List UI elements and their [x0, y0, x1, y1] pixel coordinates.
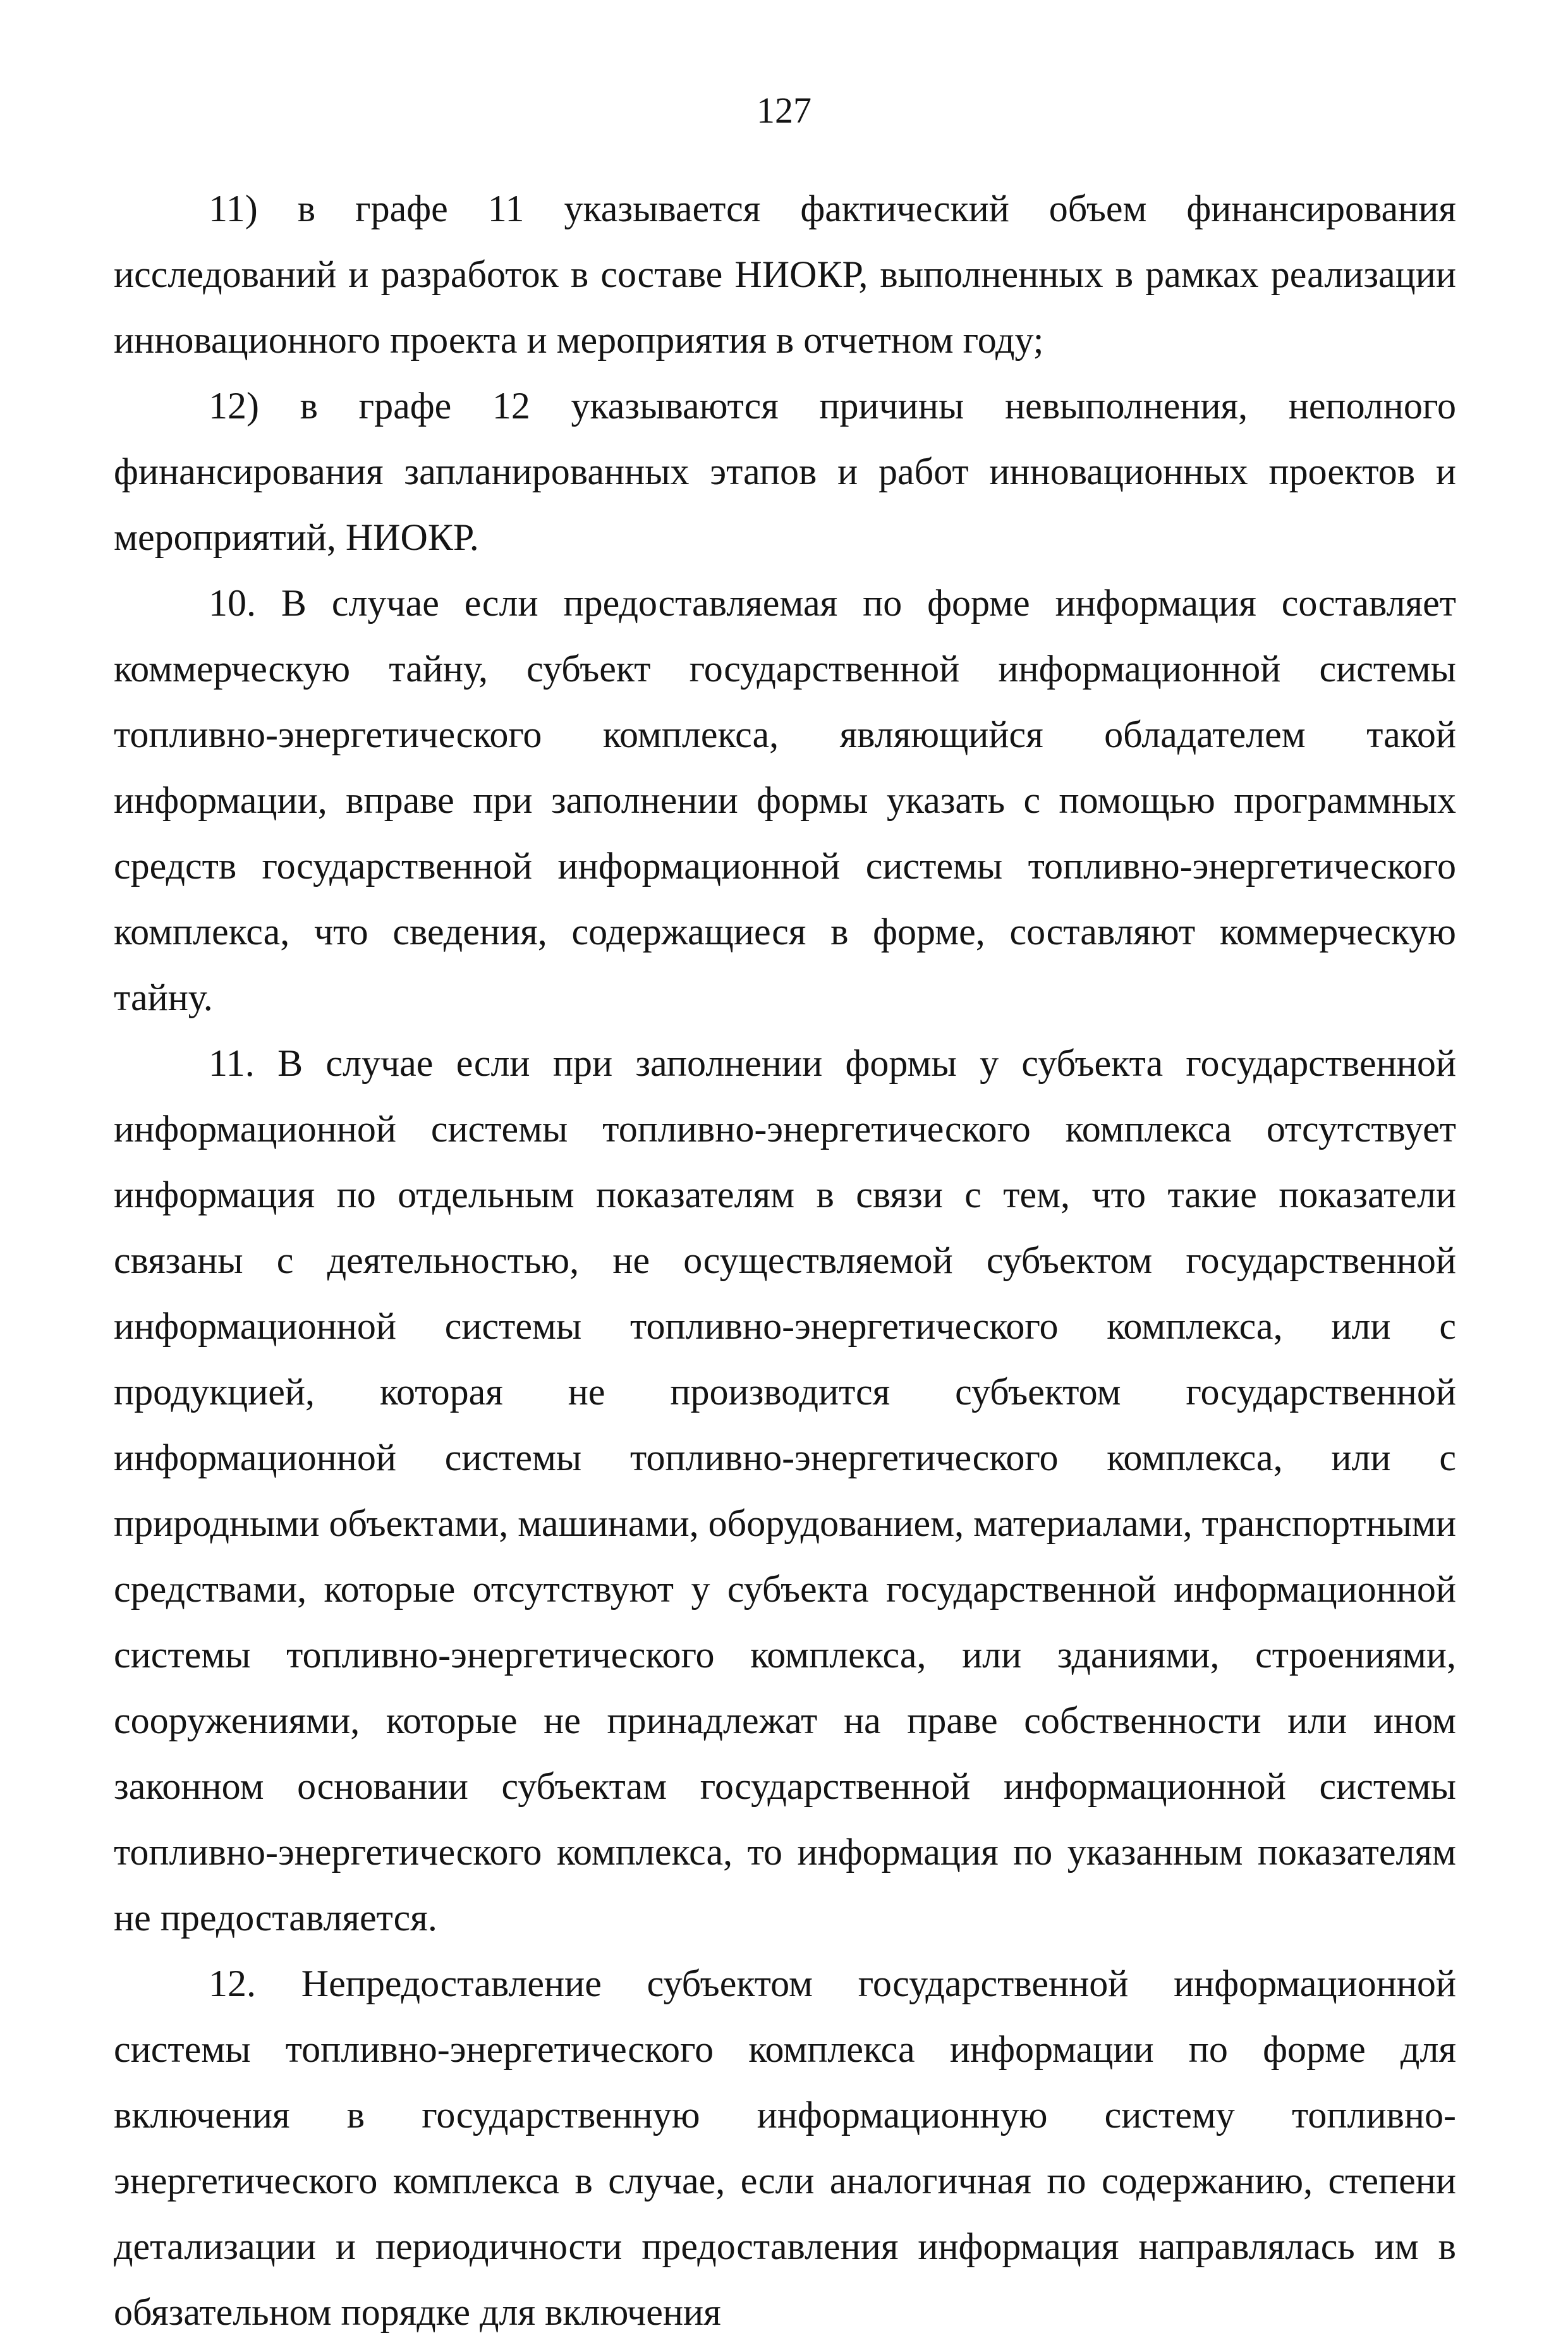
page-number: 127 [757, 90, 811, 131]
paragraph-item-11-column: 11) в графе 11 указывается фактический объем финансирования исследований и разработок в составе НИОКР, выполненных в рамках реализации инновационного проекта и мероприятия в отчетном году; [114, 188, 1456, 361]
paragraph-section-12: 12. Непредоставление субъектом государственной информационной системы топливно-энергетического комплекса информации по форме для включения в государственную информационную систему топливно-энергетического комплекса в случае, если аналогичная по содержанию, степени детализации и периодичности предоставления информация направлялась им в обязательном порядке для включения [114, 1963, 1456, 2333]
paragraph-item-12-column: 12) в графе 12 указываются причины невыполнения, неполного финансирования запланированных этапов и работ инновационных проектов и мероприятий, НИОКР. [114, 385, 1456, 558]
paragraph-section-11: 11. В случае если при заполнении формы у субъекта государственной информационной системы топливно-энергетического комплекса отсутствует информация по отдельным показателям в связи с тем, что такие показатели связаны с деятельностью, не осуществляемой субъектом государственной информационной системы топливно-энергетического комплекса, или с продукцией, которая не производится субъектом государственной информационной системы топливно-энергетического комплекса, или с природными объектами, машинами, оборудованием, материалами, транспортными средствами, которые отсутствуют у субъекта государственной информационной системы топливно-энергетического комплекса, или зданиями, строениями, сооружениями, которые не принадлежат на праве собственности или ином законном основании субъектам государственной информационной системы топливно-энергетического комплекса, то информация по указанным показателям не предоставляется. [114, 1042, 1456, 1939]
paragraph-section-10: 10. В случае если предоставляемая по форме информация составляет коммерческую тайну, субъект государственной информационной системы топливно-энергетического комплекса, являющийся обладателем такой информации, вправе при заполнении формы указать с помощью программных средств государственной информационной системы топливно-энергетического комплекса, что сведения, содержащиеся в форме, составляют коммерческую тайну. [114, 582, 1456, 1018]
document-body [114, 176, 1456, 2345]
